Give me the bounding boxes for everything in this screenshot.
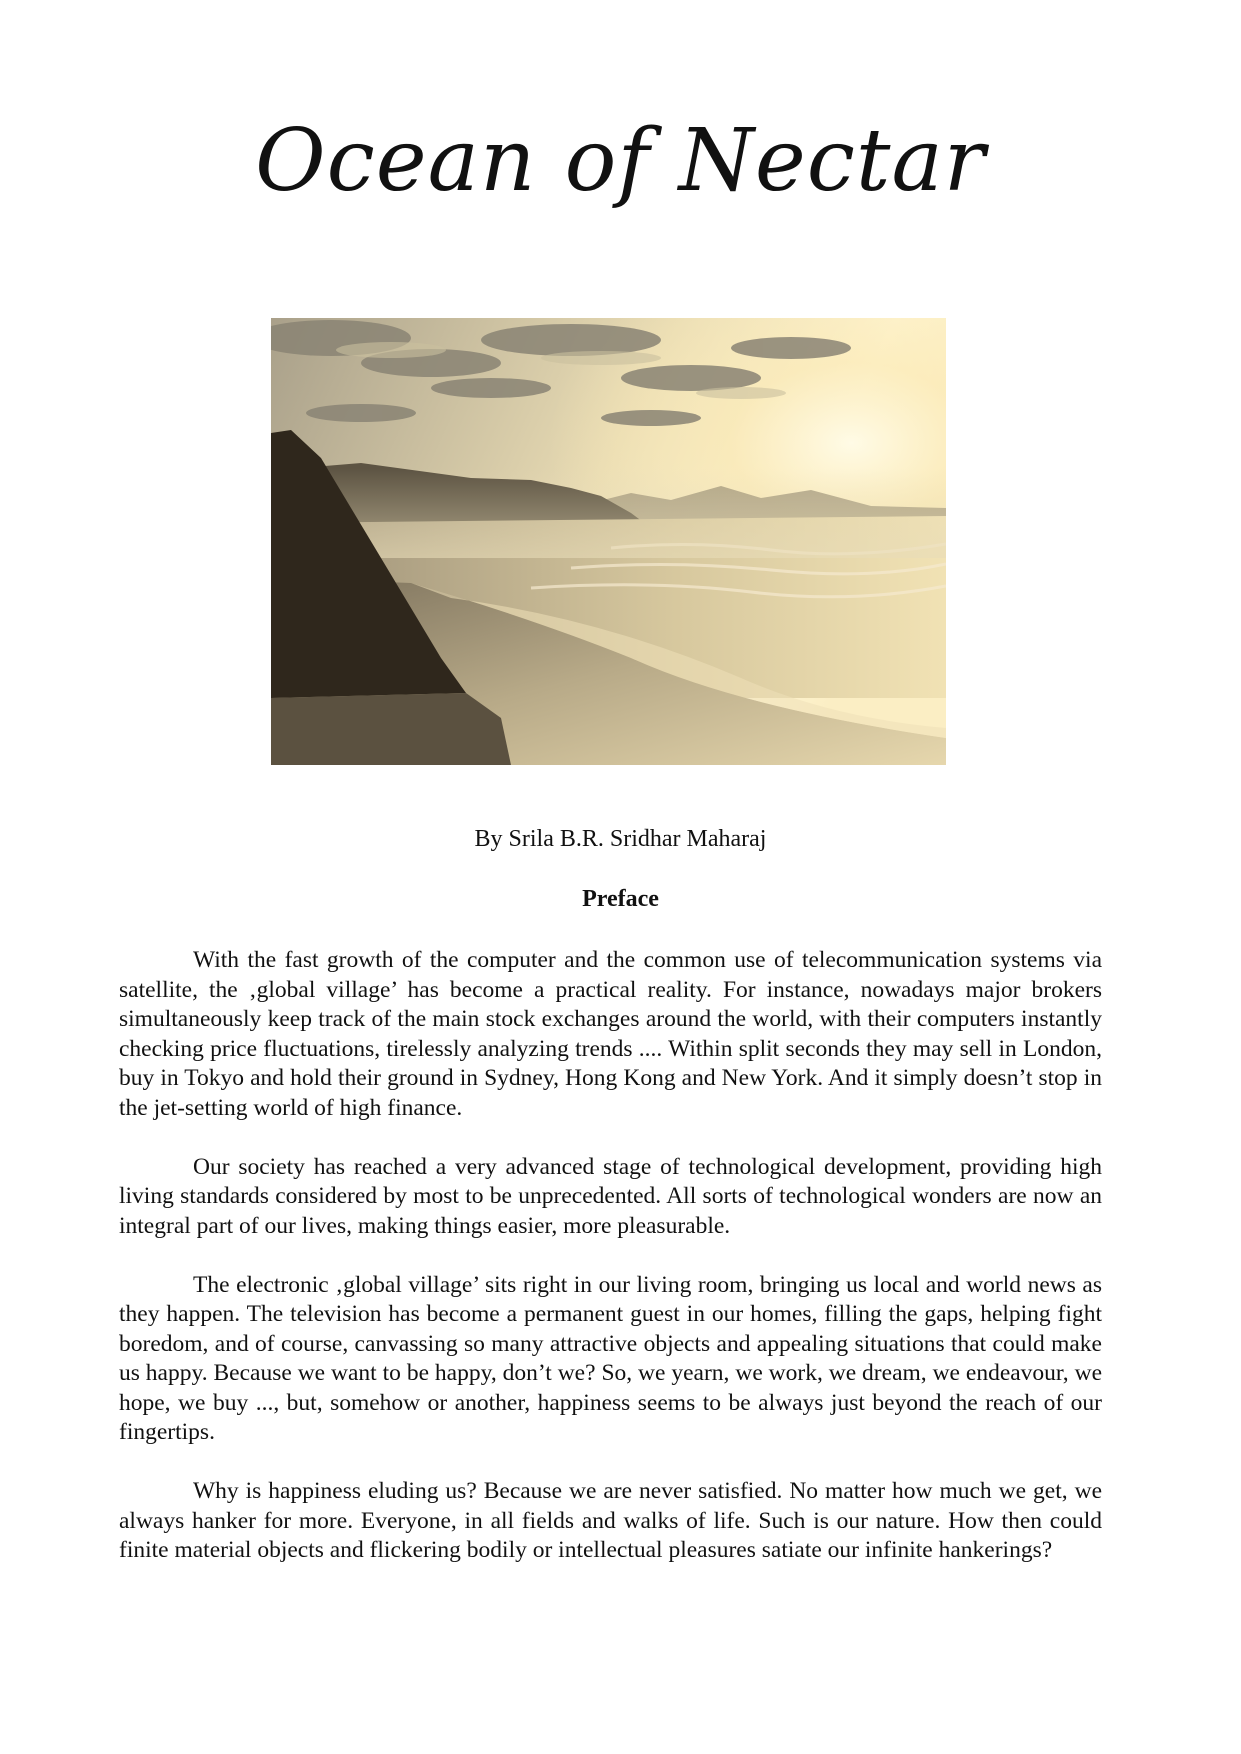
sunset-beach-photo: [271, 318, 946, 765]
preface-body: [119, 946, 1102, 1595]
paragraph: With the fast growth of the computer and the common use of telecommunication systems via satellite, the ‚global village’ has become a practical reality. For instance, nowadays major brokers simultaneously keep track of the main stock exchanges around the world, with their computers instantly checking price fluctuations, tirelessly analyzing trends .... Within split seconds they may sell in London, buy in Tokyo and hold their ground in Sydney, Hong Kong and New York. And it simply doesn’t stop in the jet-setting world of high finance.: [119, 947, 1102, 1121]
section-heading: Preface: [582, 886, 659, 912]
paragraph: Our society has reached a very advanced stage of technological development, providing high living standards considered by most to be unprecedented. All sorts of technological wonders are now an integral part of our lives, making things easier, more pleasurable.: [119, 1153, 1102, 1239]
document-title: Ocean of Nectar: [255, 111, 986, 211]
paragraph: Why is happiness eluding us? Because we are never satisfied. No matter how much we get, we always hanker for more. Everyone, in all fields and walks of life. Such is our nature. How then could finite material objects and flickering bodily or intellectual pleasures satiate our infinite hankerings?: [119, 1478, 1102, 1563]
author-byline: By Srila B.R. Sridhar Maharaj: [474, 826, 767, 852]
paragraph: The electronic ‚global village’ sits right in our living room, bringing us local and world news as they happen. The television has become a permanent guest in our homes, filling the gaps, helping fight boredom, and of course, canvassing so many attractive objects and appealing situations that could make us happy. Because we want to be happy, don’t we? So, we yearn, we work, we dream, we endeavour, we hope, we buy ..., but, somehow or another, happiness seems to be always just beyond the reach of our fingertips.: [119, 1271, 1102, 1445]
